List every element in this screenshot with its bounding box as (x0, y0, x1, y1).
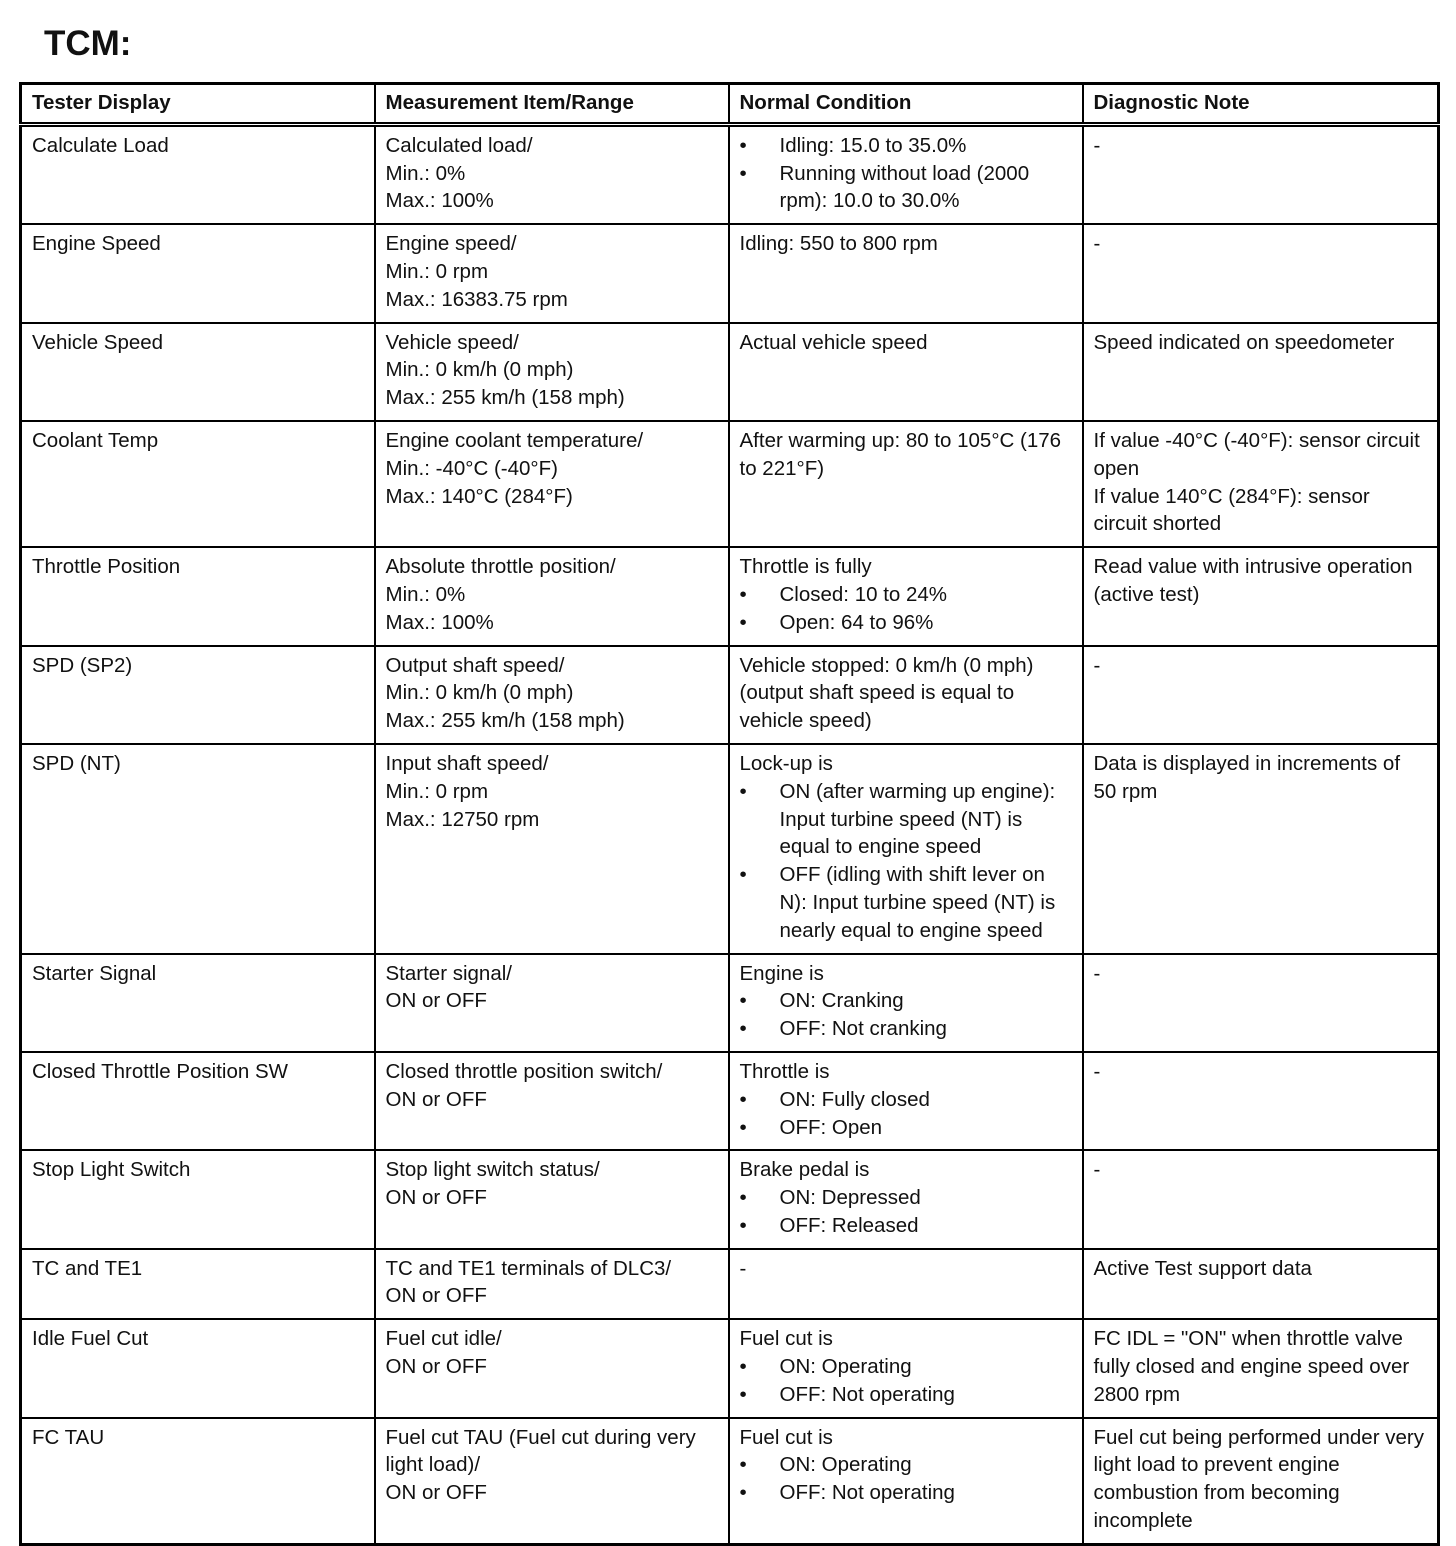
cell-tester-display (21, 323, 375, 421)
table-header-row (21, 84, 1439, 125)
measurement-line: Min.: 0 rpm (385, 779, 489, 803)
normal-condition-bullet: • ON: Fully closed (740, 1086, 1072, 1114)
table-row (21, 124, 1439, 224)
normal-condition-list (740, 1086, 1072, 1142)
cell-measurement-range (375, 1319, 729, 1417)
normal-condition-bullet: • Idling: 15.0 to 35.0% (740, 132, 1072, 160)
diagnostic-note-line: FC IDL = "ON" when throttle valve fully closed and engine speed over 2800 rpm (1093, 1327, 1410, 1406)
diagnostic-note-line: Data is displayed in increments of 50 rpm (1093, 751, 1401, 803)
table-row (21, 547, 1439, 645)
cell-tester-display (21, 421, 375, 547)
cell-diagnostic-note (1083, 124, 1439, 224)
header-normal-condition: Normal Condition (729, 84, 1083, 125)
cell-normal-condition (729, 954, 1083, 1052)
cell-diagnostic-note (1083, 1418, 1439, 1545)
normal-condition-list (740, 778, 1072, 945)
measurement-line: Closed throttle position switch/ (385, 1059, 663, 1083)
tcm-data-table (19, 82, 1440, 1546)
measurement-line: Fuel cut TAU (Fuel cut during very light load)/ (385, 1425, 696, 1477)
cell-diagnostic-note (1083, 744, 1439, 954)
measurement-line: Output shaft speed/ (385, 653, 565, 677)
measurement-line: Engine speed/ (385, 232, 517, 256)
cell-normal-condition (729, 744, 1083, 954)
normal-condition-bullet: • OFF (idling with shift lever on N): Input turbine speed (NT) is nearly equal to engine speed (740, 861, 1072, 944)
normal-condition-bullet: • ON (after warming up engine): Input turbine speed (NT) is equal to engine speed (740, 778, 1072, 861)
normal-condition-bullet: • ON: Depressed (740, 1184, 1072, 1212)
cell-measurement-range (375, 547, 729, 645)
measurement-line: ON or OFF (385, 1186, 487, 1210)
normal-condition-text: Brake pedal is (739, 1158, 870, 1182)
measurement-line: Min.: 0% (385, 582, 466, 606)
measurement-line: Fuel cut idle/ (385, 1327, 502, 1351)
normal-condition-list (740, 132, 1072, 215)
normal-condition-text: Vehicle stopped: 0 km/h (0 mph) (output shaft speed is equal to vehicle speed) (739, 653, 1034, 733)
normal-condition-bullet: • ON: Operating (740, 1353, 1072, 1381)
diagnostic-note-line: - (1093, 961, 1101, 985)
table-row (21, 646, 1439, 744)
cell-measurement-range (375, 744, 729, 954)
table-row (21, 1150, 1439, 1248)
cell-normal-condition (729, 323, 1083, 421)
cell-measurement-range (375, 224, 729, 322)
measurement-line: Stop light switch status/ (385, 1158, 600, 1182)
measurement-line: Min.: -40°C (-40°F) (385, 456, 558, 480)
cell-measurement-range (375, 323, 729, 421)
diagnostic-note-line: - (1093, 653, 1101, 677)
tester-display-text: Stop Light Switch (32, 1158, 191, 1182)
measurement-line: Input shaft speed/ (385, 751, 549, 775)
cell-diagnostic-note (1083, 224, 1439, 322)
measurement-line: Min.: 0 km/h (0 mph) (385, 358, 574, 382)
normal-condition-text: Idling: 550 to 800 rpm (739, 232, 938, 256)
diagnostic-note-line: - (1093, 1059, 1101, 1083)
cell-diagnostic-note (1083, 1052, 1439, 1150)
cell-normal-condition (729, 1249, 1083, 1320)
normal-condition-bullet: • OFF: Open (740, 1114, 1072, 1142)
normal-condition-text: Throttle is fully (739, 555, 872, 579)
cell-diagnostic-note (1083, 421, 1439, 547)
cell-tester-display (21, 547, 375, 645)
cell-measurement-range (375, 421, 729, 547)
cell-measurement-range (375, 954, 729, 1052)
diagnostic-note-line: - (1093, 232, 1101, 256)
header-tester-display: Tester Display (21, 84, 375, 125)
measurement-line: ON or OFF (385, 1284, 487, 1308)
measurement-line: Max.: 12750 rpm (385, 807, 540, 831)
table-row (21, 323, 1439, 421)
cell-measurement-range (375, 1052, 729, 1150)
measurement-line: ON or OFF (385, 1087, 487, 1111)
table-row (21, 954, 1439, 1052)
normal-condition-bullet: • OFF: Not operating (740, 1479, 1072, 1507)
tester-display-text: Starter Signal (32, 961, 157, 985)
normal-condition-list (740, 1184, 1072, 1240)
cell-tester-display (21, 954, 375, 1052)
cell-normal-condition (729, 646, 1083, 744)
cell-normal-condition (729, 124, 1083, 224)
measurement-line: ON or OFF (385, 1481, 487, 1505)
table-row (21, 421, 1439, 547)
cell-normal-condition (729, 1150, 1083, 1248)
measurement-line: ON or OFF (385, 1355, 487, 1379)
cell-measurement-range (375, 124, 729, 224)
normal-condition-bullet: • Running without load (2000 rpm): 10.0 to 30.0% (740, 160, 1072, 216)
cell-tester-display (21, 1150, 375, 1248)
normal-condition-text: Engine is (739, 961, 824, 985)
cell-measurement-range (375, 646, 729, 744)
cell-measurement-range (375, 1150, 729, 1248)
cell-tester-display (21, 124, 375, 224)
measurement-line: Max.: 255 km/h (158 mph) (385, 386, 625, 410)
cell-diagnostic-note (1083, 1249, 1439, 1320)
cell-tester-display (21, 646, 375, 744)
cell-diagnostic-note (1083, 954, 1439, 1052)
normal-condition-text: Actual vehicle speed (739, 330, 928, 354)
cell-tester-display (21, 1249, 375, 1320)
measurement-line: Absolute throttle position/ (385, 555, 616, 579)
cell-measurement-range (375, 1418, 729, 1545)
diagnostic-note-line: If value -40°C (-40°F): sensor circuit open (1093, 428, 1420, 480)
cell-tester-display (21, 224, 375, 322)
cell-diagnostic-note (1083, 646, 1439, 744)
diagnostic-note-line: If value 140°C (284°F): sensor circuit shorted (1093, 484, 1370, 536)
normal-condition-list (740, 581, 1072, 637)
cell-normal-condition (729, 547, 1083, 645)
table-row (21, 224, 1439, 322)
normal-condition-list (740, 1353, 1072, 1409)
measurement-line: Min.: 0 rpm (385, 259, 489, 283)
diagnostic-note-line: - (1093, 133, 1101, 157)
measurement-line: Max.: 140°C (284°F) (385, 484, 573, 508)
table-row (21, 1418, 1439, 1545)
normal-condition-bullet: • ON: Cranking (740, 987, 1072, 1015)
tester-display-text: Calculate Load (32, 133, 169, 157)
measurement-line: Min.: 0 km/h (0 mph) (385, 681, 574, 705)
measurement-line: ON or OFF (385, 989, 487, 1013)
measurement-line: Starter signal/ (385, 961, 512, 985)
measurement-line: TC and TE1 terminals of DLC3/ (385, 1256, 672, 1280)
cell-normal-condition (729, 224, 1083, 322)
normal-condition-text: After warming up: 80 to 105°C (176 to 221°F) (739, 428, 1062, 480)
tester-display-text: SPD (NT) (32, 751, 121, 775)
normal-condition-bullet: • ON: Operating (740, 1451, 1072, 1479)
tester-display-text: Vehicle Speed (32, 330, 164, 354)
diagnostic-note-line: Active Test support data (1093, 1256, 1312, 1280)
tester-display-text: SPD (SP2) (32, 653, 133, 677)
measurement-line: Max.: 255 km/h (158 mph) (385, 709, 625, 733)
table-body (21, 124, 1439, 1544)
normal-condition-bullet: • OFF: Not cranking (740, 1015, 1072, 1043)
normal-condition-bullet: • OFF: Released (740, 1212, 1072, 1240)
cell-tester-display (21, 1418, 375, 1545)
cell-normal-condition (729, 1319, 1083, 1417)
cell-diagnostic-note (1083, 323, 1439, 421)
diagnostic-note-line: Fuel cut being performed under very light load to prevent engine combustion from becoming incomplete (1093, 1425, 1424, 1533)
cell-tester-display (21, 1319, 375, 1417)
tester-display-text: Throttle Position (32, 555, 181, 579)
cell-diagnostic-note (1083, 1150, 1439, 1248)
normal-condition-list (740, 1451, 1072, 1507)
measurement-line: Vehicle speed/ (385, 330, 519, 354)
tester-display-text: Idle Fuel Cut (32, 1327, 149, 1351)
measurement-line: Max.: 100% (385, 189, 494, 213)
page-title: TCM: (44, 24, 132, 63)
table-row (21, 744, 1439, 954)
measurement-line: Min.: 0% (385, 161, 466, 185)
cell-diagnostic-note (1083, 1319, 1439, 1417)
cell-normal-condition (729, 421, 1083, 547)
measurement-line: Engine coolant temperature/ (385, 428, 644, 452)
normal-condition-text: Throttle is (739, 1059, 830, 1083)
table-row (21, 1249, 1439, 1320)
measurement-line: Max.: 16383.75 rpm (385, 287, 568, 311)
measurement-line: Max.: 100% (385, 610, 494, 634)
tester-display-text: TC and TE1 (32, 1256, 143, 1280)
normal-condition-text: Fuel cut is (739, 1425, 833, 1449)
table-row (21, 1052, 1439, 1150)
diagnostic-note-line: Speed indicated on speedometer (1093, 330, 1395, 354)
normal-condition-bullet: • Open: 64 to 96% (740, 609, 1072, 637)
header-measurement-item: Measurement Item/Range (375, 84, 729, 125)
tester-display-text: FC TAU (32, 1425, 105, 1449)
normal-condition-text: - (739, 1256, 747, 1280)
diagnostic-note-line: Read value with intrusive operation (active test) (1093, 555, 1413, 606)
cell-diagnostic-note (1083, 547, 1439, 645)
header-diagnostic-note: Diagnostic Note (1083, 84, 1439, 125)
diagnostic-note-line: - (1093, 1158, 1101, 1182)
normal-condition-bullet: • Closed: 10 to 24% (740, 581, 1072, 609)
cell-measurement-range (375, 1249, 729, 1320)
cell-tester-display (21, 1052, 375, 1150)
cell-tester-display (21, 744, 375, 954)
tester-display-text: Engine Speed (32, 232, 161, 256)
cell-normal-condition (729, 1418, 1083, 1545)
tester-display-text: Closed Throttle Position SW (32, 1059, 288, 1083)
measurement-line: Calculated load/ (385, 133, 533, 157)
normal-condition-text: Fuel cut is (739, 1327, 833, 1351)
table-row (21, 1319, 1439, 1417)
normal-condition-text: Lock-up is (739, 751, 833, 775)
normal-condition-list (740, 987, 1072, 1043)
normal-condition-bullet: • OFF: Not operating (740, 1381, 1072, 1409)
tester-display-text: Coolant Temp (32, 428, 159, 452)
cell-normal-condition (729, 1052, 1083, 1150)
